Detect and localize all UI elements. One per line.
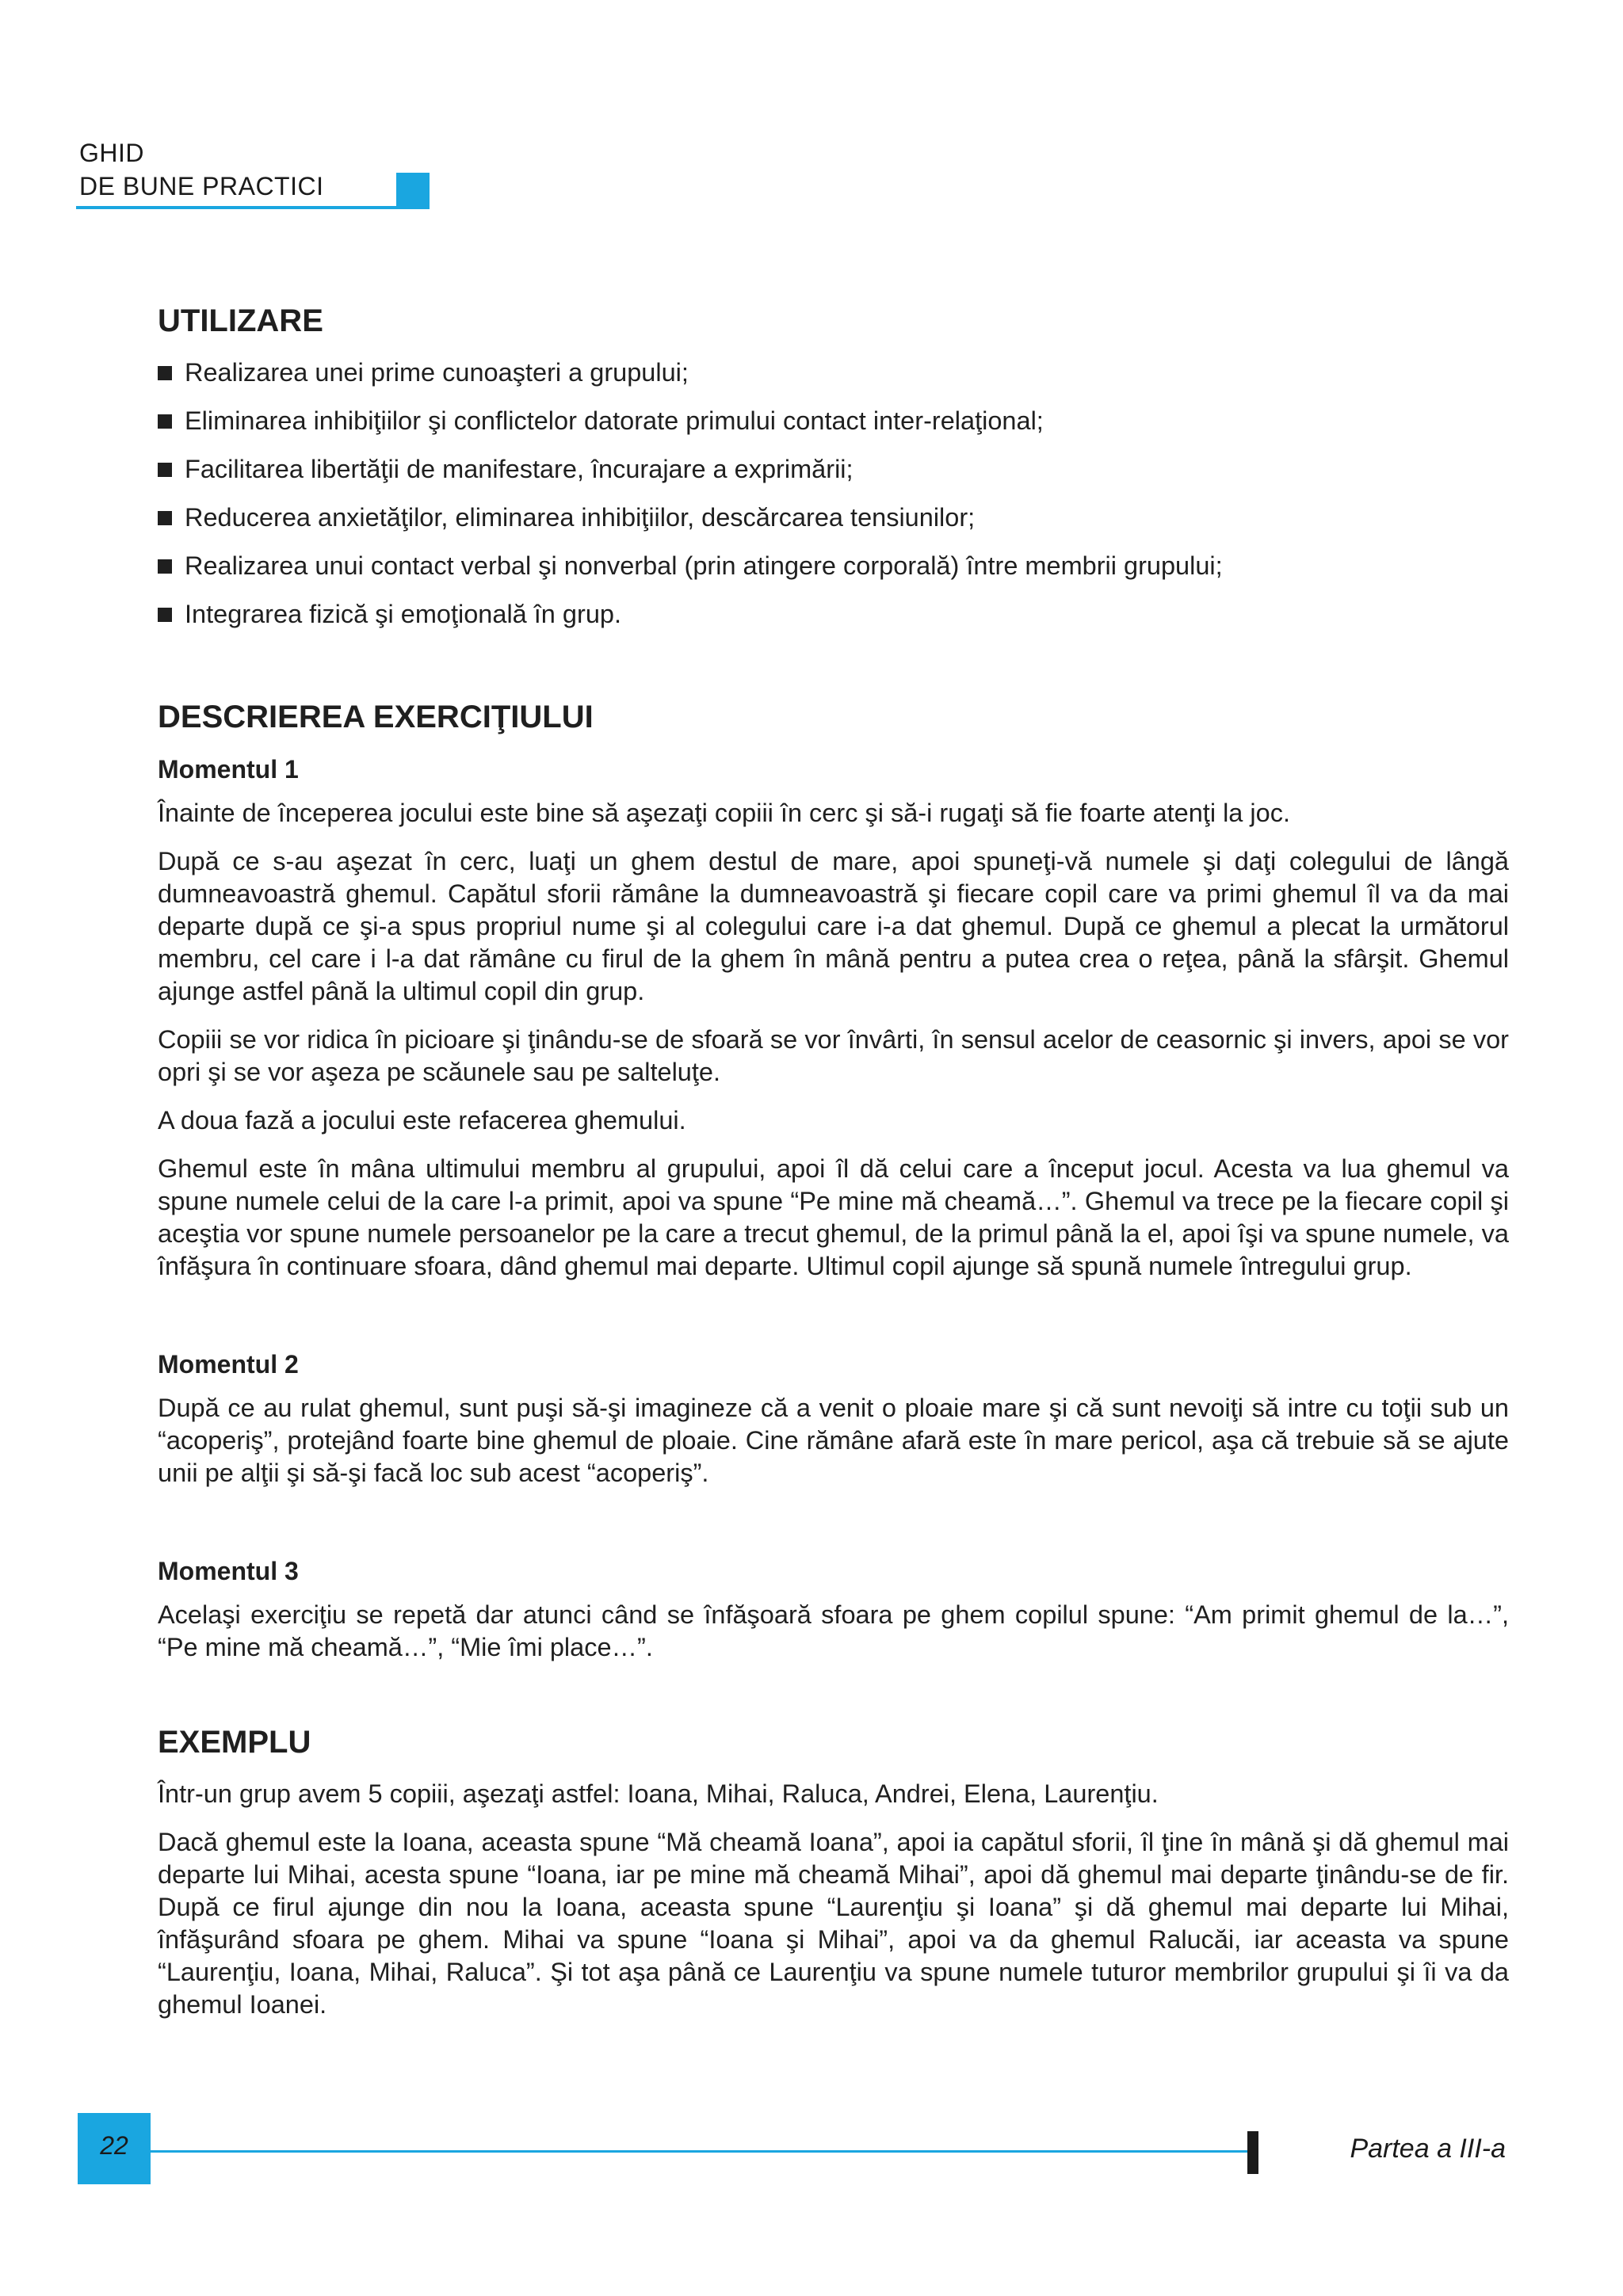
list-item-text: Realizarea unui contact verbal şi nonverbal (prin atingere corporală) între membrii grupului; (185, 551, 1223, 580)
moment-2-title: Momentul 2 (158, 1350, 299, 1379)
page-content (158, 301, 1509, 2037)
bullet-square-icon (158, 414, 172, 429)
bullet-square-icon (158, 366, 172, 380)
utilizare-list (158, 357, 1509, 631)
header-rule (76, 206, 430, 209)
list-item (158, 502, 1509, 534)
section-title-exemplu: EXEMPLU (158, 1725, 311, 1760)
list-item (158, 453, 1509, 486)
bullet-square-icon (158, 608, 172, 622)
header-line-2: DE BUNE PRACTICI (79, 172, 324, 200)
paragraph: Ghemul este în mâna ultimului membru al grupului, apoi îl dă celui care a început jocul. Acesta va lua ghemul va spune numele celui de la care l-a primit, apoi va spune “Pe mine mă cheamă…”. Ghemul va trece pe la fiecare copil şi aceştia vor spune numele persoanelor pe la care a trecut ghemul, de la primul până la el, apoi îşi va spune numele, va înfăşura în continuare sfoara, dând ghemul mai departe. Ultimul copil ajunge să spună numele întregului grup. (158, 1154, 1509, 1280)
bullet-square-icon (158, 559, 172, 574)
section-title-utilizare: UTILIZARE (158, 303, 323, 338)
section-exemplu (158, 1722, 1509, 2021)
paragraph: După ce au rulat ghemul, sunt puşi să-şi imagineze că a venit o ploaie mare şi că sunt nevoiţi să intre cu toţii sub un “acoperiş”, protejând foarte bine ghemul de ploaie. Cine rămâne afară este în mare pericol, aşa că trebuie să se ajute unii pe alţii şi să-şi facă loc sub acest “acoperiş”. (158, 1394, 1509, 1487)
paragraph: Acelaşi exerciţiu se repetă dar atunci când se înfăşoară sfoara pe ghem copilul spune: “Am primit ghemul de la…”, “Pe mine mă cheamă…”, “Mie îmi place…”. (158, 1600, 1509, 1661)
footer-part-label: Partea a III-a (1350, 2134, 1506, 2164)
header-line-1: GHID (79, 139, 144, 167)
list-item-text: Realizarea unei prime cunoaşteri a grupului; (185, 358, 689, 387)
paragraph: Înainte de începerea jocului este bine să aşezaţi copiii în cerc şi să-i rugaţi să fie foarte atenţi la joc. (158, 799, 1290, 827)
list-item-text: Eliminarea inhibiţiilor şi conflictelor datorate primului contact inter-relaţional; (185, 406, 1044, 435)
bullet-square-icon (158, 511, 172, 525)
list-item-text: Integrarea fizică şi emoţională în grup. (185, 600, 621, 628)
section-utilizare (158, 301, 1509, 631)
list-item-text: Facilitarea libertăţii de manifestare, încurajare a exprimării; (185, 455, 854, 483)
list-item (158, 357, 1509, 389)
paragraph: Dacă ghemul este la Ioana, aceasta spune “Mă cheamă Ioana”, apoi ia capătul sforii, îl ţine în mână şi dă ghemul mai departe lui Mihai, acesta spune “Ioana, iar pe mine mă cheamă Mihai”, apoi dă ghemul mai departe ţinându-se de fir. După ce firul ajunge din nou la Ioana, aceasta spune “Laurenţiu şi Ioana” şi dă ghemul mai departe lui Mihai, înfăşurând sfoara pe ghem. Mihai va spune “Ioana şi Mihai”, apoi va da ghemul Ralucăi, iar aceasta va spune “Laurenţiu, Ioana, Mihai, Raluca”. Şi tot aşa până ce Laurenţiu va spune numele tuturor membrilor grupului şi îi va da ghemul Ioanei. (158, 1828, 1509, 2019)
page-number: 22 (100, 2131, 128, 2160)
paragraph: Într-un grup avem 5 copiii, aşezaţi astfel: Ioana, Mihai, Raluca, Andrei, Elena, Laurenţiu. (158, 1779, 1159, 1808)
paragraph: Copiii se vor ridica în picioare şi ţinându-se de sfoară se vor învârti, în sensul acelor de ceasornic şi invers, apoi se vor opri şi se vor aşeza pe scăunele sau pe salteluţe. (158, 1025, 1509, 1086)
moment-1-title: Momentul 1 (158, 755, 299, 784)
footer-end-bar (1247, 2131, 1258, 2174)
paragraph: După ce s-au aşezat în cerc, luaţi un ghem destul de mare, apoi spuneţi-vă numele şi daţi colegului de lângă dumneavoastră ghemul. Capătul sforii rămâne la dumneavoastră şi fiecare copil care va primi ghemul îl va da mai departe după ce şi-a spus propriul nume şi al colegului care i-a dat ghemul. După ce ghemul a plecat la următorul membru, cel care i l-a dat rămâne cu firul de la ghem în mână pentru a putea crea o reţea, până la sfârşit. Ghemul ajunge astfel până la ultimul copil din grup. (158, 847, 1509, 1005)
list-item (158, 598, 1509, 631)
moment-3-title: Momentul 3 (158, 1557, 299, 1585)
section-title-descriere: DESCRIEREA EXERCIŢIULUI (158, 700, 594, 734)
footer-rule (151, 2150, 1249, 2153)
list-item (158, 550, 1509, 582)
bullet-square-icon (158, 463, 172, 477)
section-descriere (158, 697, 1509, 1664)
list-item (158, 405, 1509, 437)
list-item-text: Reducerea anxietăţilor, eliminarea inhibiţiilor, descărcarea tensiunilor; (185, 503, 976, 532)
header-accent-square (396, 173, 430, 206)
running-header (79, 136, 428, 203)
paragraph: A doua fază a jocului este refacerea ghemului. (158, 1106, 686, 1135)
